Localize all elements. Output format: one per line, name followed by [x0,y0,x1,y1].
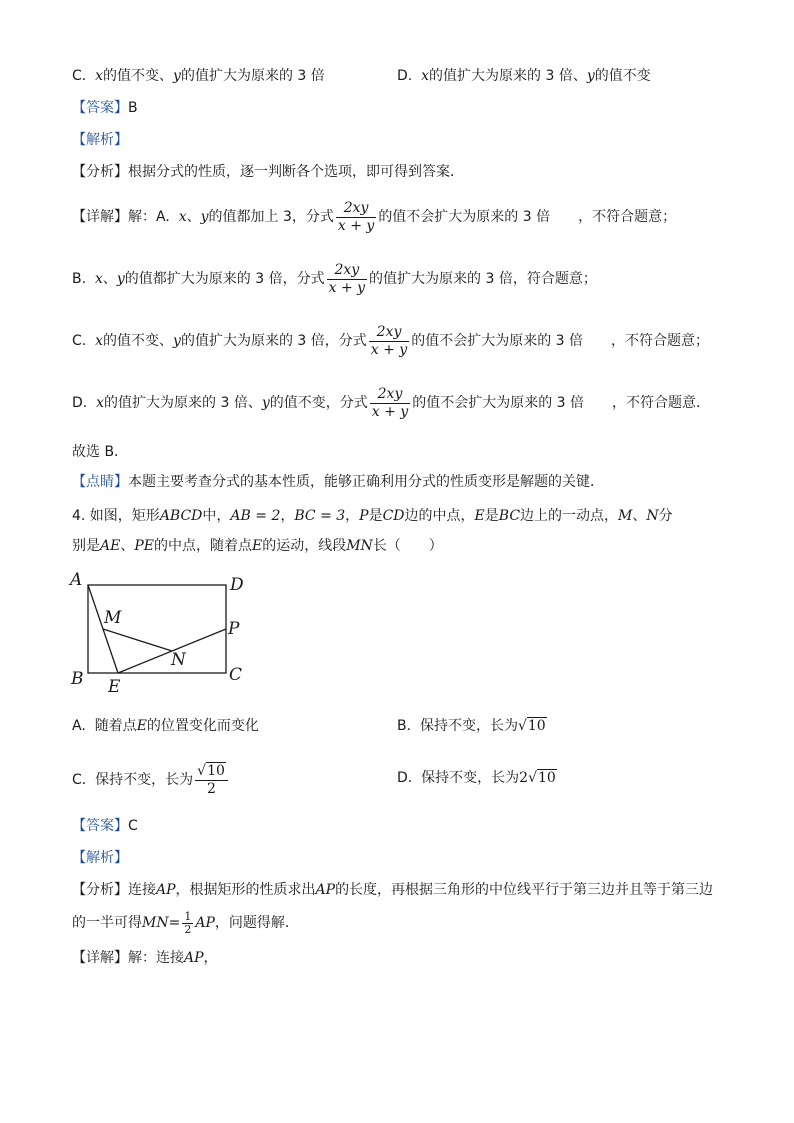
q3-answer: 【答案】B [72,100,138,116]
q4-stem-line1: 4. 如图，矩形ABCD中，AB = 2，BC = 3，P是CD边的中点，E是BC边上的一动点，M、N分 [72,508,673,524]
q3-detail-b: B. x、y的值都扩大为原来的 3 倍，分式 $\frac{2xy}{x + y}$ 的值扩大为原来的 3 倍，符合题意； [72,261,597,296]
q3-analysis-heading: 【解析】 [72,132,128,148]
label-c: C [229,665,243,685]
sqrt-10: √10 [517,718,546,734]
q4-fenxi-line2: 的一半可得MN= $\frac{1}{2}$ AP，问题得解． [72,909,299,936]
q3-option-c: C. x的值不变、y的值扩大为原来的 3 倍 [72,68,325,84]
label-a: A [70,570,83,590]
q3-choose: 故选 B． [72,444,129,460]
q4-option-a: A. 随着点E的位置变化而变化 [72,718,259,734]
q3-detail-a: 【详解】解：A. x、y的值都加上 3，分式 $\frac{2xy}{x + y}$ 的值不会扩大为原来的 3 倍 ，不符合题意； [72,199,677,234]
var-y: y [173,68,181,84]
q3-option-d: D. x的值扩大为原来的 3 倍、y的值不变 [397,68,651,84]
fraction-sqrt10-over-2: $\frac{√10}{2}$ [195,763,228,798]
label-e: E [108,677,121,694]
var-x: x [95,68,104,84]
label-b: B [71,669,84,689]
label-p: P [228,619,240,639]
q4-option-c: C. 保持不变，长为 $\frac{√10}{2}$ [72,760,230,800]
q4-analysis-heading: 【解析】 [72,850,128,866]
q3-dianjing: 【点睛】本题主要考查分式的基本性质，能够正确利用分式的性质变形是解题的关键． [72,474,604,490]
rectangle-abcd [88,585,226,673]
q4-fenxi-line1: 【分析】连接AP，根据矩形的性质求出AP的长度，再根据三角形的中位线平行于第三边并且等于第三边 [72,882,714,898]
segment-mn [103,629,172,651]
q4-option-b: B. 保持不变，长为√10 [397,718,546,734]
q4-answer: 【答案】C [72,818,138,834]
label-m: M [104,608,122,628]
q4-stem-line2: 别是AE、PE的中点，随着点E的运动，线段MN长（ ） [72,538,443,554]
label-d: D [230,575,244,595]
label-n: N [171,650,186,670]
q3-fenxi: 【分析】根据分式的性质，逐一判断各个选项，即可得到答案． [72,164,464,180]
q3-detail-d: D. x的值扩大为原来的 3 倍、y的值不变，分式 $\frac{2xy}{x + y}$ 的值不会扩大为原来的 3 倍 ，不符合题意． [72,385,711,420]
q3-detail-c: C. x的值不变、y的值扩大为原来的 3 倍，分式 $\frac{2xy}{x + y}$ 的值不会扩大为原来的 3 倍 ，不符合题意； [72,323,710,358]
fraction-2xy: $\frac{2xy}{x + y}$ [337,199,375,234]
q4-option-d: D. 保持不变，长为2√10 [397,770,556,786]
q4-detail: 【详解】解：连接AP， [72,950,218,966]
fraction-half: $\frac{1}{2}$ [184,909,192,936]
rectangle-figure [68,568,268,694]
